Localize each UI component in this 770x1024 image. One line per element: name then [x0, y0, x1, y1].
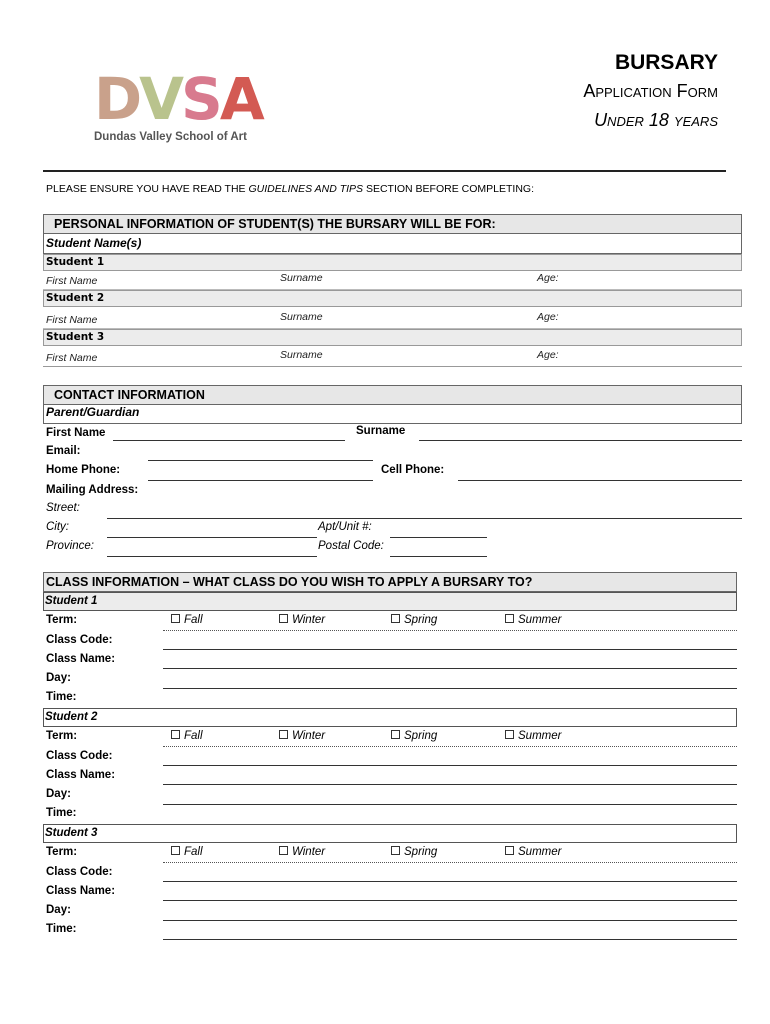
term-fall-checkbox[interactable]: Fall	[171, 614, 203, 626]
logo-wordmark: DVSA	[94, 65, 262, 133]
class-code-label: Class Code:	[46, 634, 113, 646]
contact-info-header: CONTACT INFORMATION	[43, 385, 742, 405]
term-line	[163, 630, 737, 631]
city-field[interactable]	[107, 537, 317, 538]
guidelines-notice: PLEASE ENSURE YOU HAVE READ THE GUIDELINES AND TIPS SECTION BEFORE COMPLETING:	[46, 183, 534, 195]
time-label: Time:	[46, 807, 77, 819]
postal-code-label: Postal Code:	[318, 540, 384, 552]
term-label: Term:	[46, 614, 78, 626]
apt-unit-label: Apt/Unit #:	[318, 521, 372, 533]
email-field[interactable]	[148, 460, 373, 461]
term-line	[163, 746, 737, 747]
student-2-bar: Student 2	[43, 290, 742, 307]
parent-surname-field[interactable]	[419, 440, 742, 441]
student-3-fill-line[interactable]	[43, 366, 742, 367]
term-fall-checkbox[interactable]: Fall	[171, 730, 203, 742]
term-spring-checkbox[interactable]: Spring	[391, 614, 437, 626]
city-label: City:	[46, 521, 69, 533]
home-phone-label: Home Phone:	[46, 464, 121, 476]
province-field[interactable]	[107, 556, 317, 557]
checkbox-icon	[391, 730, 400, 739]
cell-phone-label: Cell Phone:	[381, 464, 445, 476]
class-student-1-bar: Student 1	[43, 592, 737, 611]
checkbox-icon	[279, 846, 288, 855]
term-spring-checkbox[interactable]: Spring	[391, 846, 437, 858]
class-code-label: Class Code:	[46, 866, 113, 878]
first-name-label: First Name	[46, 314, 98, 326]
day-field[interactable]	[163, 688, 737, 689]
mailing-address-label: Mailing Address:	[46, 484, 139, 496]
term-summer-checkbox[interactable]: Summer	[505, 614, 561, 626]
day-label: Day:	[46, 788, 71, 800]
class-name-field[interactable]	[163, 900, 737, 901]
class-code-field[interactable]	[163, 649, 737, 650]
term-winter-checkbox[interactable]: Winter	[279, 730, 325, 742]
class-code-label: Class Code:	[46, 750, 113, 762]
checkbox-icon	[171, 614, 180, 623]
class-info-header: CLASS INFORMATION – WHAT CLASS DO YOU WISH TO APPLY A BURSARY TO?	[43, 572, 737, 592]
first-name-label: First Name	[46, 352, 98, 364]
term-label: Term:	[46, 846, 78, 858]
term-summer-checkbox[interactable]: Summer	[505, 730, 561, 742]
term-line	[163, 862, 737, 863]
checkbox-icon	[171, 730, 180, 739]
term-winter-checkbox[interactable]: Winter	[279, 846, 325, 858]
class-name-field[interactable]	[163, 784, 737, 785]
checkbox-icon	[391, 846, 400, 855]
dvsa-logo	[94, 65, 262, 145]
form-title	[583, 50, 718, 134]
surname-label: Surname	[280, 311, 323, 323]
checkbox-icon	[279, 730, 288, 739]
class-student-2-bar: Student 2	[43, 708, 737, 727]
class-code-field[interactable]	[163, 765, 737, 766]
term-winter-checkbox[interactable]: Winter	[279, 614, 325, 626]
term-summer-checkbox[interactable]: Summer	[505, 846, 561, 858]
title-bursary: BURSARY	[614, 51, 718, 74]
checkbox-icon	[505, 614, 514, 623]
parent-guardian-subheader: Parent/Guardian	[46, 405, 140, 419]
checkbox-icon	[391, 614, 400, 623]
street-field[interactable]	[107, 518, 742, 519]
parent-first-name-field[interactable]	[113, 440, 345, 441]
class-name-label: Class Name:	[46, 769, 116, 781]
personal-info-header: PERSONAL INFORMATION OF STUDENT(S) THE BURSARY WILL BE FOR:	[43, 214, 742, 234]
checkbox-icon	[505, 846, 514, 855]
title-application-form: Application Form	[583, 81, 718, 101]
class-name-label: Class Name:	[46, 653, 116, 665]
student-1-bar: Student 1	[43, 254, 742, 271]
parent-first-name-label: First Name	[46, 427, 106, 439]
home-phone-field[interactable]	[148, 480, 373, 481]
parent-surname-label: Surname	[356, 425, 406, 437]
class-code-field[interactable]	[163, 881, 737, 882]
first-name-label: First Name	[46, 275, 98, 287]
title-divider	[43, 170, 726, 172]
postal-code-field[interactable]	[390, 556, 487, 557]
term-fall-checkbox[interactable]: Fall	[171, 846, 203, 858]
age-label: Age:	[537, 349, 559, 361]
apt-unit-field[interactable]	[390, 537, 487, 538]
age-label: Age:	[537, 272, 559, 284]
checkbox-icon	[279, 614, 288, 623]
student-3-bar: Student 3	[43, 329, 742, 346]
time-label: Time:	[46, 691, 77, 703]
cell-phone-field[interactable]	[458, 480, 742, 481]
day-label: Day:	[46, 672, 71, 684]
class-name-field[interactable]	[163, 668, 737, 669]
surname-label: Surname	[280, 272, 323, 284]
day-field[interactable]	[163, 804, 737, 805]
day-field[interactable]	[163, 920, 737, 921]
surname-label: Surname	[280, 349, 323, 361]
street-label: Street:	[46, 502, 80, 514]
logo-subtitle: Dundas Valley School of Art	[94, 131, 247, 143]
email-label: Email:	[46, 445, 81, 457]
province-label: Province:	[46, 540, 94, 552]
checkbox-icon	[505, 730, 514, 739]
class-student-3-bar: Student 3	[43, 824, 737, 843]
checkbox-icon	[171, 846, 180, 855]
term-label: Term:	[46, 730, 78, 742]
time-label: Time:	[46, 923, 77, 935]
age-label: Age:	[537, 311, 559, 323]
title-under-18: Under 18 years	[594, 110, 718, 130]
day-label: Day:	[46, 904, 71, 916]
class-name-label: Class Name:	[46, 885, 116, 897]
student-names-box	[43, 234, 742, 254]
term-spring-checkbox[interactable]: Spring	[391, 730, 437, 742]
time-field[interactable]	[163, 939, 737, 940]
parent-guardian-box	[43, 405, 742, 424]
student-names-subheader: Student Name(s)	[46, 236, 142, 250]
